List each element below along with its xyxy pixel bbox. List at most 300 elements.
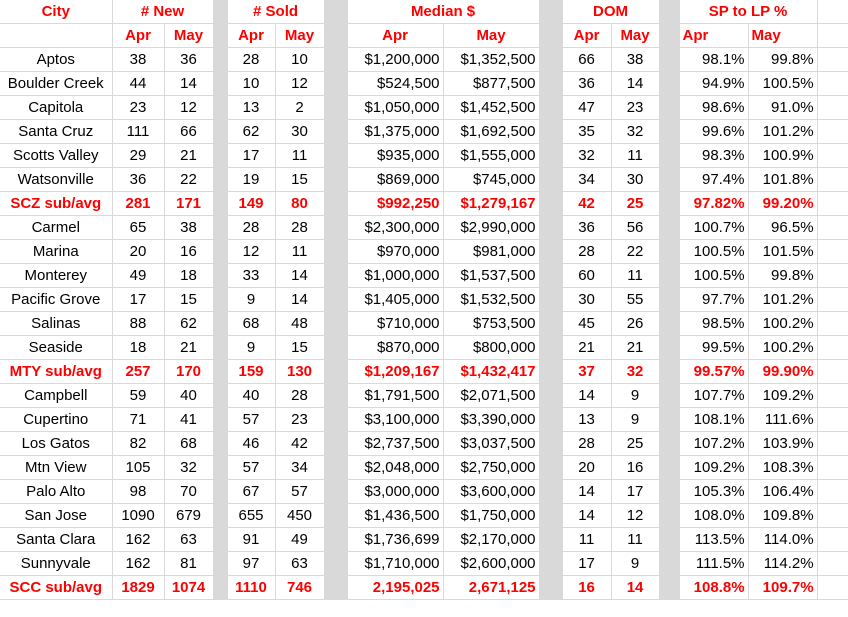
sp-lp-apr-cell[interactable]: 109.2% xyxy=(679,456,748,480)
sp-lp-may-cell[interactable]: 114.2% xyxy=(748,552,817,576)
median-may-cell[interactable]: $3,600,000 xyxy=(443,480,539,504)
empty-cell[interactable] xyxy=(817,408,848,432)
dom-apr-cell[interactable]: 17 xyxy=(562,552,611,576)
median-may-cell[interactable]: $1,532,500 xyxy=(443,288,539,312)
sold-may-cell[interactable]: 15 xyxy=(275,168,324,192)
header-city[interactable]: City xyxy=(0,0,112,24)
city-cell[interactable]: MTY sub/avg xyxy=(0,360,112,384)
sp-lp-apr-cell[interactable]: 111.5% xyxy=(679,552,748,576)
median-apr-cell[interactable]: $2,048,000 xyxy=(347,456,443,480)
new-apr-cell[interactable]: 162 xyxy=(112,528,164,552)
sp-lp-may-cell[interactable]: 100.9% xyxy=(748,144,817,168)
city-cell[interactable]: Carmel xyxy=(0,216,112,240)
header-sold[interactable]: # Sold xyxy=(227,0,324,24)
sold-may-cell[interactable]: 63 xyxy=(275,552,324,576)
sp-lp-may-cell[interactable]: 99.90% xyxy=(748,360,817,384)
sp-lp-may-cell[interactable]: 101.2% xyxy=(748,120,817,144)
sold-may-cell[interactable]: 14 xyxy=(275,288,324,312)
new-may-cell[interactable]: 679 xyxy=(164,504,213,528)
sp-lp-apr-cell[interactable]: 97.82% xyxy=(679,192,748,216)
new-may-cell[interactable]: 32 xyxy=(164,456,213,480)
empty-cell[interactable] xyxy=(817,504,848,528)
sold-apr-cell[interactable]: 33 xyxy=(227,264,275,288)
median-apr-cell[interactable]: $710,000 xyxy=(347,312,443,336)
median-apr-cell[interactable]: 2,195,025 xyxy=(347,576,443,600)
sold-may-cell[interactable]: 49 xyxy=(275,528,324,552)
dom-apr-cell[interactable]: 60 xyxy=(562,264,611,288)
dom-may-cell[interactable]: 9 xyxy=(611,408,659,432)
new-may-cell[interactable]: 1074 xyxy=(164,576,213,600)
sp-lp-may-cell[interactable]: 108.3% xyxy=(748,456,817,480)
new-apr-cell[interactable]: 44 xyxy=(112,72,164,96)
city-cell[interactable]: San Jose xyxy=(0,504,112,528)
empty-cell[interactable] xyxy=(817,528,848,552)
new-apr-cell[interactable]: 111 xyxy=(112,120,164,144)
median-may-cell[interactable]: $2,071,500 xyxy=(443,384,539,408)
empty-cell[interactable] xyxy=(817,384,848,408)
header-sp-may[interactable]: May xyxy=(748,24,817,48)
city-cell[interactable]: Marina xyxy=(0,240,112,264)
sold-apr-cell[interactable]: 149 xyxy=(227,192,275,216)
header-sold-apr[interactable]: Apr xyxy=(227,24,275,48)
dom-may-cell[interactable]: 11 xyxy=(611,264,659,288)
new-may-cell[interactable]: 41 xyxy=(164,408,213,432)
median-apr-cell[interactable]: $935,000 xyxy=(347,144,443,168)
dom-apr-cell[interactable]: 30 xyxy=(562,288,611,312)
dom-may-cell[interactable]: 30 xyxy=(611,168,659,192)
sp-lp-may-cell[interactable]: 100.2% xyxy=(748,336,817,360)
sold-apr-cell[interactable]: 10 xyxy=(227,72,275,96)
sp-lp-apr-cell[interactable]: 107.7% xyxy=(679,384,748,408)
median-apr-cell[interactable]: $1,375,000 xyxy=(347,120,443,144)
new-apr-cell[interactable]: 98 xyxy=(112,480,164,504)
median-may-cell[interactable]: $1,750,000 xyxy=(443,504,539,528)
dom-apr-cell[interactable]: 34 xyxy=(562,168,611,192)
sold-apr-cell[interactable]: 17 xyxy=(227,144,275,168)
sold-apr-cell[interactable]: 9 xyxy=(227,336,275,360)
sold-apr-cell[interactable]: 12 xyxy=(227,240,275,264)
sold-apr-cell[interactable]: 159 xyxy=(227,360,275,384)
header-dom-apr[interactable]: Apr xyxy=(562,24,611,48)
city-cell[interactable]: Santa Clara xyxy=(0,528,112,552)
median-apr-cell[interactable]: $524,500 xyxy=(347,72,443,96)
new-apr-cell[interactable]: 38 xyxy=(112,48,164,72)
new-may-cell[interactable]: 70 xyxy=(164,480,213,504)
gap-cell xyxy=(324,216,347,240)
sp-lp-apr-cell[interactable]: 107.2% xyxy=(679,432,748,456)
sold-apr-cell[interactable]: 46 xyxy=(227,432,275,456)
new-apr-cell[interactable]: 59 xyxy=(112,384,164,408)
dom-may-cell[interactable]: 11 xyxy=(611,528,659,552)
sold-may-cell[interactable]: 12 xyxy=(275,72,324,96)
median-apr-cell[interactable]: $2,737,500 xyxy=(347,432,443,456)
sold-apr-cell[interactable]: 40 xyxy=(227,384,275,408)
dom-may-cell[interactable]: 23 xyxy=(611,96,659,120)
city-cell[interactable]: Seaside xyxy=(0,336,112,360)
median-may-cell[interactable]: $1,352,500 xyxy=(443,48,539,72)
median-may-cell[interactable]: $3,037,500 xyxy=(443,432,539,456)
dom-may-cell[interactable]: 32 xyxy=(611,360,659,384)
header-sp-apr[interactable]: Apr xyxy=(679,24,748,48)
empty-cell[interactable] xyxy=(817,144,848,168)
sold-may-cell[interactable]: 11 xyxy=(275,240,324,264)
new-apr-cell[interactable]: 71 xyxy=(112,408,164,432)
median-may-cell[interactable]: $3,390,000 xyxy=(443,408,539,432)
sold-may-cell[interactable]: 130 xyxy=(275,360,324,384)
median-may-cell[interactable]: $1,537,500 xyxy=(443,264,539,288)
sold-apr-cell[interactable]: 91 xyxy=(227,528,275,552)
median-apr-cell[interactable]: $3,000,000 xyxy=(347,480,443,504)
empty-cell[interactable] xyxy=(817,48,848,72)
new-apr-cell[interactable]: 49 xyxy=(112,264,164,288)
sp-lp-apr-cell[interactable]: 97.7% xyxy=(679,288,748,312)
new-apr-cell[interactable]: 18 xyxy=(112,336,164,360)
header-new-apr[interactable]: Apr xyxy=(112,24,164,48)
dom-may-cell[interactable]: 14 xyxy=(611,576,659,600)
sp-lp-may-cell[interactable]: 91.0% xyxy=(748,96,817,120)
dom-apr-cell[interactable]: 28 xyxy=(562,432,611,456)
median-may-cell[interactable]: $2,750,000 xyxy=(443,456,539,480)
sp-lp-apr-cell[interactable]: 99.5% xyxy=(679,336,748,360)
median-apr-cell[interactable]: $1,050,000 xyxy=(347,96,443,120)
dom-may-cell[interactable]: 14 xyxy=(611,72,659,96)
empty-cell[interactable] xyxy=(817,456,848,480)
city-cell[interactable]: Campbell xyxy=(0,384,112,408)
sold-apr-cell[interactable]: 28 xyxy=(227,48,275,72)
sp-lp-apr-cell[interactable]: 108.8% xyxy=(679,576,748,600)
empty-cell[interactable] xyxy=(817,312,848,336)
dom-apr-cell[interactable]: 14 xyxy=(562,504,611,528)
median-apr-cell[interactable]: $992,250 xyxy=(347,192,443,216)
sp-lp-apr-cell[interactable]: 98.1% xyxy=(679,48,748,72)
median-may-cell[interactable]: $800,000 xyxy=(443,336,539,360)
new-apr-cell[interactable]: 82 xyxy=(112,432,164,456)
empty-cell[interactable] xyxy=(817,120,848,144)
sp-lp-apr-cell[interactable]: 98.3% xyxy=(679,144,748,168)
dom-may-cell[interactable]: 25 xyxy=(611,192,659,216)
sp-lp-apr-cell[interactable]: 98.6% xyxy=(679,96,748,120)
median-may-cell[interactable]: $2,990,000 xyxy=(443,216,539,240)
median-apr-cell[interactable]: $2,300,000 xyxy=(347,216,443,240)
median-may-cell[interactable]: $1,279,167 xyxy=(443,192,539,216)
dom-may-cell[interactable]: 9 xyxy=(611,384,659,408)
median-may-cell[interactable]: $1,692,500 xyxy=(443,120,539,144)
dom-apr-cell[interactable]: 28 xyxy=(562,240,611,264)
sold-may-cell[interactable]: 80 xyxy=(275,192,324,216)
median-apr-cell[interactable]: $1,436,500 xyxy=(347,504,443,528)
sp-lp-apr-cell[interactable]: 105.3% xyxy=(679,480,748,504)
dom-may-cell[interactable]: 32 xyxy=(611,120,659,144)
sold-may-cell[interactable]: 23 xyxy=(275,408,324,432)
sp-lp-apr-cell[interactable]: 100.5% xyxy=(679,240,748,264)
sp-lp-may-cell[interactable]: 101.2% xyxy=(748,288,817,312)
dom-apr-cell[interactable]: 14 xyxy=(562,384,611,408)
sp-lp-may-cell[interactable]: 109.2% xyxy=(748,384,817,408)
sp-lp-apr-cell[interactable]: 97.4% xyxy=(679,168,748,192)
sp-lp-may-cell[interactable]: 100.5% xyxy=(748,72,817,96)
sp-lp-may-cell[interactable]: 100.2% xyxy=(748,312,817,336)
sp-lp-apr-cell[interactable]: 113.5% xyxy=(679,528,748,552)
sp-lp-apr-cell[interactable]: 99.6% xyxy=(679,120,748,144)
empty-cell[interactable] xyxy=(817,24,848,48)
city-cell[interactable]: Salinas xyxy=(0,312,112,336)
header-dom-may[interactable]: May xyxy=(611,24,659,48)
header-dom[interactable]: DOM xyxy=(562,0,659,24)
sold-may-cell[interactable]: 14 xyxy=(275,264,324,288)
median-may-cell[interactable]: 2,671,125 xyxy=(443,576,539,600)
median-apr-cell[interactable]: $1,405,000 xyxy=(347,288,443,312)
median-apr-cell[interactable]: $1,200,000 xyxy=(347,48,443,72)
sp-lp-apr-cell[interactable]: 108.0% xyxy=(679,504,748,528)
empty-cell[interactable] xyxy=(817,96,848,120)
sp-lp-may-cell[interactable]: 106.4% xyxy=(748,480,817,504)
new-apr-cell[interactable]: 23 xyxy=(112,96,164,120)
median-may-cell[interactable]: $1,452,500 xyxy=(443,96,539,120)
sp-lp-apr-cell[interactable]: 99.57% xyxy=(679,360,748,384)
sp-lp-apr-cell[interactable]: 100.7% xyxy=(679,216,748,240)
new-may-cell[interactable]: 36 xyxy=(164,48,213,72)
header-sold-may[interactable]: May xyxy=(275,24,324,48)
sp-lp-may-cell[interactable]: 96.5% xyxy=(748,216,817,240)
gap-cell xyxy=(659,336,679,360)
median-apr-cell[interactable]: $1,209,167 xyxy=(347,360,443,384)
empty-cell[interactable] xyxy=(817,216,848,240)
sp-lp-may-cell[interactable]: 99.20% xyxy=(748,192,817,216)
dom-apr-cell[interactable]: 36 xyxy=(562,72,611,96)
new-may-cell[interactable]: 16 xyxy=(164,240,213,264)
sp-lp-may-cell[interactable]: 101.8% xyxy=(748,168,817,192)
median-may-cell[interactable]: $753,500 xyxy=(443,312,539,336)
header-median-may[interactable]: May xyxy=(443,24,539,48)
dom-apr-cell[interactable]: 16 xyxy=(562,576,611,600)
empty-cell[interactable] xyxy=(817,192,848,216)
sp-lp-apr-cell[interactable]: 98.5% xyxy=(679,312,748,336)
empty-cell[interactable] xyxy=(817,336,848,360)
city-cell[interactable]: Aptos xyxy=(0,48,112,72)
sold-apr-cell[interactable]: 28 xyxy=(227,216,275,240)
empty-cell[interactable] xyxy=(817,0,848,24)
dom-apr-cell[interactable]: 11 xyxy=(562,528,611,552)
median-may-cell[interactable]: $877,500 xyxy=(443,72,539,96)
new-apr-cell[interactable]: 36 xyxy=(112,168,164,192)
sold-apr-cell[interactable]: 19 xyxy=(227,168,275,192)
median-may-cell[interactable]: $745,000 xyxy=(443,168,539,192)
sold-apr-cell[interactable]: 97 xyxy=(227,552,275,576)
new-apr-cell[interactable]: 281 xyxy=(112,192,164,216)
city-cell[interactable]: Cupertino xyxy=(0,408,112,432)
empty-cell[interactable] xyxy=(817,288,848,312)
sold-may-cell[interactable]: 28 xyxy=(275,384,324,408)
sp-lp-apr-cell[interactable]: 100.5% xyxy=(679,264,748,288)
sold-apr-cell[interactable]: 1110 xyxy=(227,576,275,600)
city-cell[interactable]: SCC sub/avg xyxy=(0,576,112,600)
dom-apr-cell[interactable]: 32 xyxy=(562,144,611,168)
dom-may-cell[interactable]: 25 xyxy=(611,432,659,456)
empty-cell[interactable] xyxy=(817,240,848,264)
new-may-cell[interactable]: 18 xyxy=(164,264,213,288)
new-may-cell[interactable]: 68 xyxy=(164,432,213,456)
dom-apr-cell[interactable]: 36 xyxy=(562,216,611,240)
sold-may-cell[interactable]: 11 xyxy=(275,144,324,168)
header-sp-lp[interactable]: SP to LP % xyxy=(679,0,817,24)
sold-may-cell[interactable]: 34 xyxy=(275,456,324,480)
sold-apr-cell[interactable]: 57 xyxy=(227,456,275,480)
sold-apr-cell[interactable]: 9 xyxy=(227,288,275,312)
new-apr-cell[interactable]: 17 xyxy=(112,288,164,312)
dom-apr-cell[interactable]: 14 xyxy=(562,480,611,504)
median-may-cell[interactable]: $1,555,000 xyxy=(443,144,539,168)
new-may-cell[interactable]: 21 xyxy=(164,144,213,168)
sp-lp-may-cell[interactable]: 111.6% xyxy=(748,408,817,432)
sold-may-cell[interactable]: 10 xyxy=(275,48,324,72)
new-may-cell[interactable]: 170 xyxy=(164,360,213,384)
new-apr-cell[interactable]: 29 xyxy=(112,144,164,168)
sold-apr-cell[interactable]: 655 xyxy=(227,504,275,528)
new-apr-cell[interactable]: 88 xyxy=(112,312,164,336)
dom-apr-cell[interactable]: 42 xyxy=(562,192,611,216)
sp-lp-may-cell[interactable]: 99.8% xyxy=(748,48,817,72)
new-may-cell[interactable]: 62 xyxy=(164,312,213,336)
dom-apr-cell[interactable]: 47 xyxy=(562,96,611,120)
median-apr-cell[interactable]: $869,000 xyxy=(347,168,443,192)
median-apr-cell[interactable]: $1,710,000 xyxy=(347,552,443,576)
header-new[interactable]: # New xyxy=(112,0,213,24)
new-apr-cell[interactable]: 20 xyxy=(112,240,164,264)
header-median[interactable]: Median $ xyxy=(347,0,539,24)
sold-apr-cell[interactable]: 68 xyxy=(227,312,275,336)
empty-cell[interactable] xyxy=(0,24,112,48)
dom-may-cell[interactable]: 56 xyxy=(611,216,659,240)
dom-may-cell[interactable]: 17 xyxy=(611,480,659,504)
sp-lp-apr-cell[interactable]: 108.1% xyxy=(679,408,748,432)
city-cell[interactable]: Los Gatos xyxy=(0,432,112,456)
empty-cell[interactable] xyxy=(817,480,848,504)
gap-cell xyxy=(539,144,562,168)
city-cell[interactable]: Santa Cruz xyxy=(0,120,112,144)
empty-cell[interactable] xyxy=(817,360,848,384)
new-may-cell[interactable]: 40 xyxy=(164,384,213,408)
dom-may-cell[interactable]: 12 xyxy=(611,504,659,528)
sold-may-cell[interactable]: 57 xyxy=(275,480,324,504)
dom-apr-cell[interactable]: 13 xyxy=(562,408,611,432)
new-may-cell[interactable]: 81 xyxy=(164,552,213,576)
dom-apr-cell[interactable]: 45 xyxy=(562,312,611,336)
sold-may-cell[interactable]: 42 xyxy=(275,432,324,456)
sp-lp-may-cell[interactable]: 114.0% xyxy=(748,528,817,552)
new-may-cell[interactable]: 21 xyxy=(164,336,213,360)
sold-apr-cell[interactable]: 67 xyxy=(227,480,275,504)
median-may-cell[interactable]: $2,600,000 xyxy=(443,552,539,576)
median-apr-cell[interactable]: $1,791,500 xyxy=(347,384,443,408)
dom-may-cell[interactable]: 21 xyxy=(611,336,659,360)
new-apr-cell[interactable]: 1090 xyxy=(112,504,164,528)
new-apr-cell[interactable]: 105 xyxy=(112,456,164,480)
dom-apr-cell[interactable]: 20 xyxy=(562,456,611,480)
new-may-cell[interactable]: 63 xyxy=(164,528,213,552)
empty-cell[interactable] xyxy=(817,72,848,96)
dom-may-cell[interactable]: 11 xyxy=(611,144,659,168)
new-may-cell[interactable]: 12 xyxy=(164,96,213,120)
dom-apr-cell[interactable]: 37 xyxy=(562,360,611,384)
new-apr-cell[interactable]: 1829 xyxy=(112,576,164,600)
dom-may-cell[interactable]: 9 xyxy=(611,552,659,576)
empty-cell[interactable] xyxy=(817,432,848,456)
sold-apr-cell[interactable]: 57 xyxy=(227,408,275,432)
sp-lp-apr-cell[interactable]: 94.9% xyxy=(679,72,748,96)
dom-may-cell[interactable]: 22 xyxy=(611,240,659,264)
sp-lp-may-cell[interactable]: 109.8% xyxy=(748,504,817,528)
dom-may-cell[interactable]: 55 xyxy=(611,288,659,312)
empty-cell[interactable] xyxy=(817,576,848,600)
new-apr-cell[interactable]: 162 xyxy=(112,552,164,576)
city-cell[interactable]: Boulder Creek xyxy=(0,72,112,96)
city-cell[interactable]: Scotts Valley xyxy=(0,144,112,168)
header-median-apr[interactable]: Apr xyxy=(347,24,443,48)
median-may-cell[interactable]: $1,432,417 xyxy=(443,360,539,384)
new-may-cell[interactable]: 66 xyxy=(164,120,213,144)
sp-lp-may-cell[interactable]: 109.7% xyxy=(748,576,817,600)
city-cell[interactable]: Monterey xyxy=(0,264,112,288)
new-may-cell[interactable]: 22 xyxy=(164,168,213,192)
new-may-cell[interactable]: 38 xyxy=(164,216,213,240)
city-cell[interactable]: Sunnyvale xyxy=(0,552,112,576)
median-apr-cell[interactable]: $970,000 xyxy=(347,240,443,264)
median-apr-cell[interactable]: $1,736,699 xyxy=(347,528,443,552)
city-cell[interactable]: Palo Alto xyxy=(0,480,112,504)
empty-cell[interactable] xyxy=(817,552,848,576)
city-cell[interactable]: SCZ sub/avg xyxy=(0,192,112,216)
new-may-cell[interactable]: 14 xyxy=(164,72,213,96)
median-apr-cell[interactable]: $1,000,000 xyxy=(347,264,443,288)
empty-cell[interactable] xyxy=(817,264,848,288)
header-new-may[interactable]: May xyxy=(164,24,213,48)
median-apr-cell[interactable]: $3,100,000 xyxy=(347,408,443,432)
dom-apr-cell[interactable]: 66 xyxy=(562,48,611,72)
dom-may-cell[interactable]: 38 xyxy=(611,48,659,72)
sold-may-cell[interactable]: 28 xyxy=(275,216,324,240)
new-apr-cell[interactable]: 257 xyxy=(112,360,164,384)
sp-lp-may-cell[interactable]: 99.8% xyxy=(748,264,817,288)
new-may-cell[interactable]: 171 xyxy=(164,192,213,216)
median-may-cell[interactable]: $2,170,000 xyxy=(443,528,539,552)
sold-apr-cell[interactable]: 13 xyxy=(227,96,275,120)
median-may-cell[interactable]: $981,000 xyxy=(443,240,539,264)
median-apr-cell[interactable]: $870,000 xyxy=(347,336,443,360)
dom-may-cell[interactable]: 16 xyxy=(611,456,659,480)
new-may-cell[interactable]: 15 xyxy=(164,288,213,312)
gap-cell xyxy=(213,504,227,528)
sold-may-cell[interactable]: 30 xyxy=(275,120,324,144)
city-cell[interactable]: Mtn View xyxy=(0,456,112,480)
sold-may-cell[interactable]: 2 xyxy=(275,96,324,120)
sp-lp-may-cell[interactable]: 103.9% xyxy=(748,432,817,456)
dom-apr-cell[interactable]: 21 xyxy=(562,336,611,360)
city-cell[interactable]: Pacific Grove xyxy=(0,288,112,312)
sold-apr-cell[interactable]: 62 xyxy=(227,120,275,144)
sold-may-cell[interactable]: 15 xyxy=(275,336,324,360)
sp-lp-may-cell[interactable]: 101.5% xyxy=(748,240,817,264)
sold-may-cell[interactable]: 450 xyxy=(275,504,324,528)
city-cell[interactable]: Capitola xyxy=(0,96,112,120)
dom-may-cell[interactable]: 26 xyxy=(611,312,659,336)
city-cell[interactable]: Watsonville xyxy=(0,168,112,192)
sold-may-cell[interactable]: 746 xyxy=(275,576,324,600)
sold-may-cell[interactable]: 48 xyxy=(275,312,324,336)
dom-apr-cell[interactable]: 35 xyxy=(562,120,611,144)
empty-cell[interactable] xyxy=(817,168,848,192)
new-apr-cell[interactable]: 65 xyxy=(112,216,164,240)
gap-cell xyxy=(539,576,562,600)
